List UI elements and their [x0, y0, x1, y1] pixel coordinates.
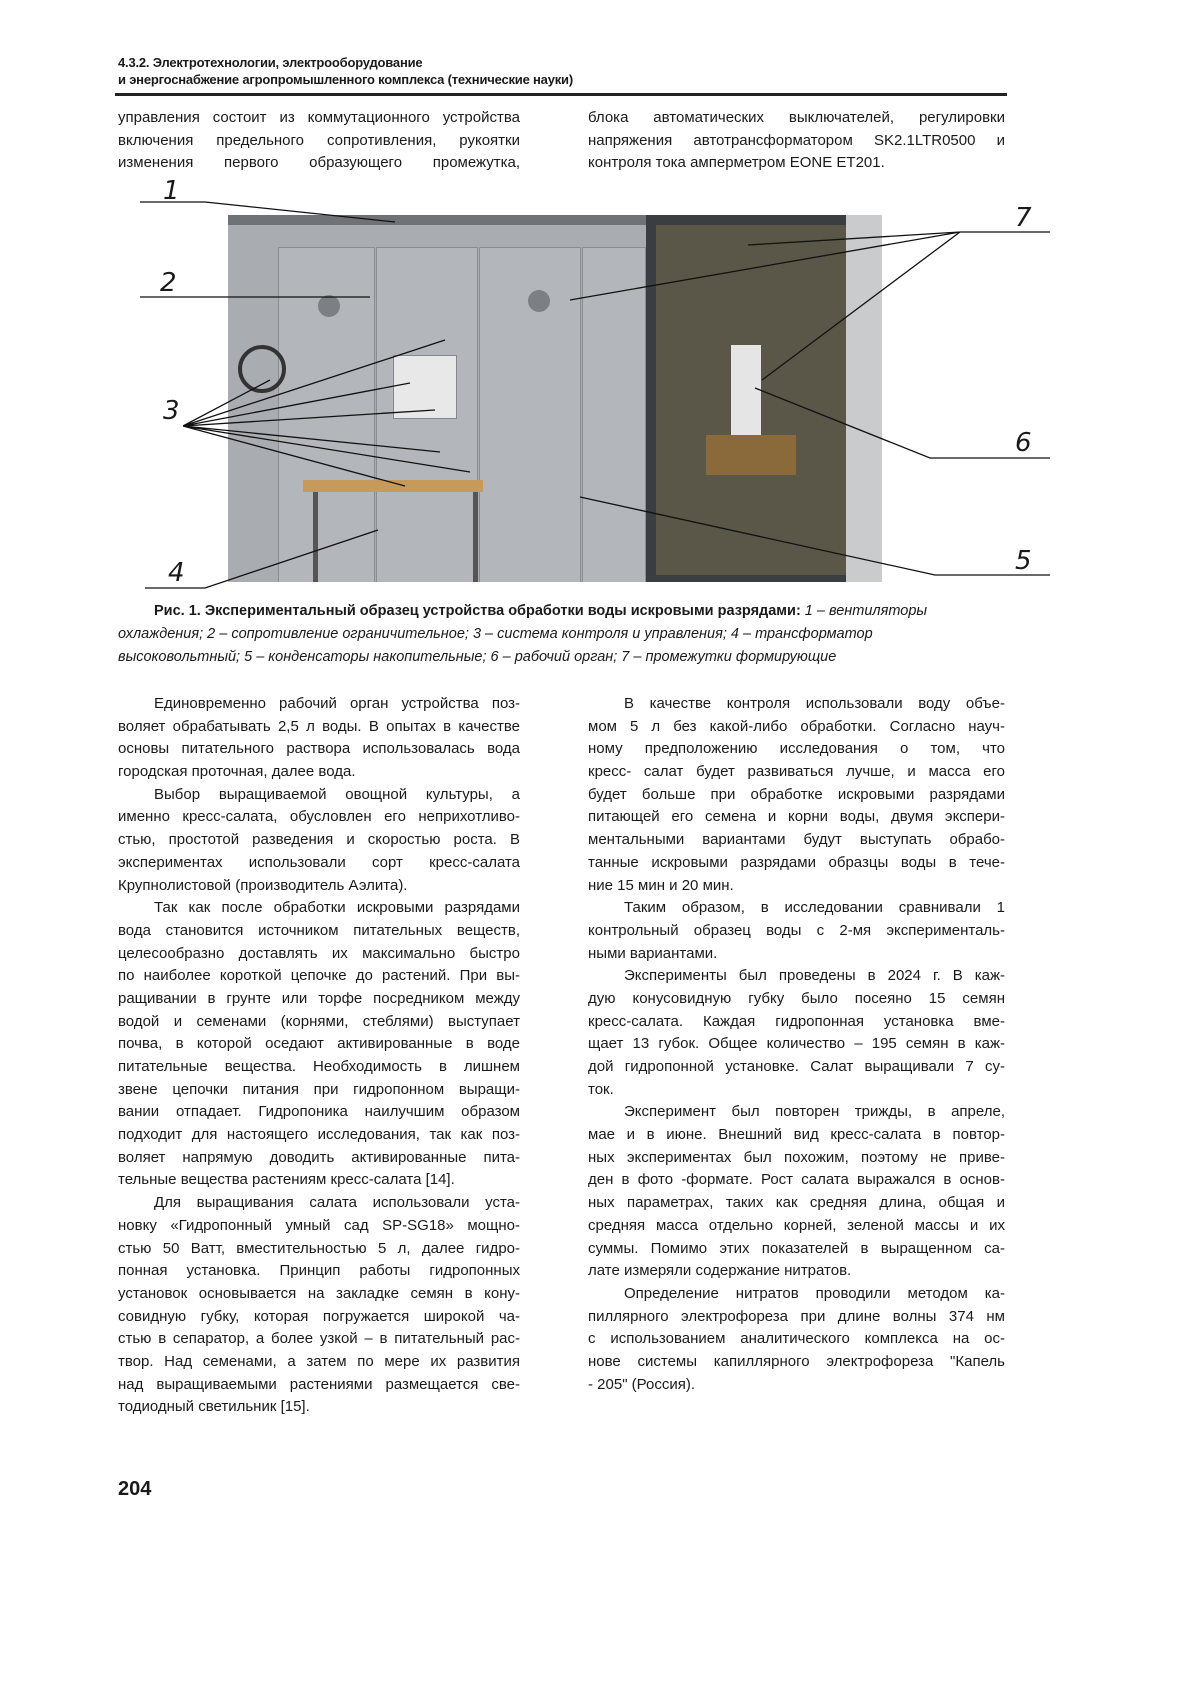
text-line: вода становится источником питательных веществ,: [118, 920, 520, 943]
text-line: Так как после обработки искровыми разрядами: [118, 897, 520, 920]
control-panel: [393, 355, 457, 419]
text-line: мае и в июне. Внешний вид кресс-салата в повтор-: [588, 1124, 1005, 1147]
figure-label-4: 4: [168, 558, 185, 588]
text-line: - 205" (Россия).: [588, 1374, 1005, 1397]
figure-label-1: 1: [163, 176, 180, 206]
text-line: средняя масса отдельно корней, зеленой массы и их: [588, 1215, 1005, 1238]
text-line: управления состоит из коммутационного устройства: [118, 107, 520, 130]
text-line: напряжения автотрансформатором SK2.1LTR0500 и: [588, 130, 1005, 153]
text-line: с использованием аналитического комплекса на ос-: [588, 1328, 1005, 1351]
text-line: Эксперименты был проведены в 2024 г. В каж-: [588, 965, 1005, 988]
text-line: ток.: [588, 1079, 1005, 1102]
figure-label-7: 7: [1015, 203, 1032, 233]
top-right-text: [588, 107, 1005, 175]
text-line: основы питательного раствора использовалась вода: [118, 738, 520, 761]
text-line: Единовременно рабочий орган устройства поз-: [118, 693, 520, 716]
caption-text: высоковольтный; 5 – конденсаторы накопительные; 6 – рабочий орган; 7 – промежутки формирующие: [118, 646, 1005, 669]
text-line: ние 15 мин и 20 мин.: [588, 875, 1005, 898]
text-line: Таким образом, в исследовании сравнивали 1: [588, 897, 1005, 920]
figure-label-2: 2: [160, 268, 177, 298]
caption-title: Рис. 1. Экспериментальный образец устройства обработки воды искровыми разрядами:: [154, 603, 801, 619]
text-line: Для выращивания салата использовали уста-: [118, 1192, 520, 1215]
header-rule: [115, 93, 1007, 96]
text-line: воляет обрабатывать 2,5 л воды. В опытах в качестве: [118, 716, 520, 739]
running-header: [118, 54, 573, 88]
text-line: ных параметрах, таких как средняя длина, общая и: [588, 1192, 1005, 1215]
text-line: суммы. Помимо этих показателей в выращенном са-: [588, 1238, 1005, 1261]
text-line: именно кресс-салата, обусловлен его неприхотливо-: [118, 806, 520, 829]
figure-photo: [228, 215, 882, 582]
text-line: танные искровыми разрядами образцы воды в тече-: [588, 852, 1005, 875]
figure-caption: [118, 600, 1005, 669]
text-line: подходит для настоящего исследования, так как поз-: [118, 1124, 520, 1147]
text-line: включения предельного сопротивления, рукоятки: [118, 130, 520, 153]
text-line: Эксперимент был повторен трижды, в апреле,: [588, 1101, 1005, 1124]
text-line: дую конусовидную губку было посеяно 15 семян: [588, 988, 1005, 1011]
text-line: водой и семенами (корнями, стеблями) выступает: [118, 1011, 520, 1034]
text-line: ных экспериментах был похожим, поэтому не приве-: [588, 1147, 1005, 1170]
text-line: вании отпадает. Гидропоника наилучшим образом: [118, 1101, 520, 1124]
text-line: звене цепочки питания при гидропонном выращи-: [118, 1079, 520, 1102]
text-line: щает 13 губок. Общее количество – 195 семян в каж-: [588, 1033, 1005, 1056]
page-number: 204: [118, 1478, 151, 1501]
text-line: пиллярного электрофореза при длине волны 374 нм: [588, 1306, 1005, 1329]
text-line: тодиодный светильник [15].: [118, 1396, 520, 1419]
fan-vent: [528, 290, 550, 312]
text-line: городская проточная, далее вода.: [118, 761, 520, 784]
running-header-line1: 4.3.2. Электротехнологии, электрооборудование: [118, 54, 573, 71]
text-line: Выбор выращиваемой овощной культуры, а: [118, 784, 520, 807]
text-line: дой гидропонной установке. Салат выращивали 7 су-: [588, 1056, 1005, 1079]
figure-label-6: 6: [1015, 428, 1032, 458]
text-line: твор. Над семенами, а затем по мере их развития: [118, 1351, 520, 1374]
text-line: воляет напрямую доводить активированные пита-: [118, 1147, 520, 1170]
handwheel: [238, 345, 286, 393]
text-line: экспериментах использовали сорт кресс-салата: [118, 852, 520, 875]
text-line: ному предположению исследования о том, что: [588, 738, 1005, 761]
text-line: мом 5 л без какой-либо обработки. Согласно науч-: [588, 716, 1005, 739]
left-column: [118, 693, 520, 1419]
top-left-text: [118, 107, 520, 175]
text-line: целесообразно доставлять их максимально быстро: [118, 943, 520, 966]
text-line: нове системы капиллярного электрофореза "Капель: [588, 1351, 1005, 1374]
text-line: по наиболее короткой цепочке до растений. При вы-: [118, 965, 520, 988]
text-line: кресс- салат будет развиваться лучше, и масса его: [588, 761, 1005, 784]
right-column: [588, 693, 1005, 1396]
text-line: лате измеряли содержание нитратов.: [588, 1260, 1005, 1283]
text-line: ными вариантами.: [588, 943, 1005, 966]
text-line: контроля тока амперметром EONE ET201.: [588, 152, 1005, 175]
text-line: блока автоматических выключателей, регулировки: [588, 107, 1005, 130]
text-line: понная установка. Принцип работы гидропонных: [118, 1260, 520, 1283]
text-line: тельные вещества растениям кресс-салата [14].: [118, 1169, 520, 1192]
text-line: будет больше при обработке искровыми разрядами: [588, 784, 1005, 807]
text-line: новку «Гидропонный умный сад SP-SG18» мощно-: [118, 1215, 520, 1238]
table: [303, 480, 483, 492]
text-line: совидную губку, которая погружается широкой ча-: [118, 1306, 520, 1329]
text-line: ден в фото -формате. Рост салата выражался в основ-: [588, 1169, 1005, 1192]
running-header-line2: и энергоснабжение агропромышленного комплекса (технические науки): [118, 71, 573, 88]
text-line: Крупнолистовой (производитель Аэлита).: [118, 875, 520, 898]
caption-text: 1 – вентиляторы: [801, 603, 927, 619]
text-line: почва, в которой оседают активированные в воде: [118, 1033, 520, 1056]
text-line: стью в сепаратор, а более узкой – в питательный рас-: [118, 1328, 520, 1351]
caption-text: охлаждения; 2 – сопротивление ограничительное; 3 – система контроля и управления; 4 – трансформатор: [118, 623, 1005, 646]
figure-label-5: 5: [1015, 546, 1032, 576]
text-line: питающей его семена и корни воды, двумя экспери-: [588, 806, 1005, 829]
text-line: кресс-салата. Каждая гидропонная установка вме-: [588, 1011, 1005, 1034]
text-line: питательные вещества. Необходимость в лишнем: [118, 1056, 520, 1079]
text-line: ментальными вариантами будут выступать обрабо-: [588, 829, 1005, 852]
text-line: стью 50 Ватт, вместительностью 5 л, далее гидро-: [118, 1238, 520, 1261]
text-line: ращивании в грунте или торфе посредником между: [118, 988, 520, 1011]
figure-label-3: 3: [163, 396, 180, 426]
text-line: изменения первого образующего промежутка,: [118, 152, 520, 175]
text-line: Определение нитратов проводили методом ка-: [588, 1283, 1005, 1306]
text-line: В качестве контроля использовали воду объе-: [588, 693, 1005, 716]
text-line: установок основывается на закладке семян в кону-: [118, 1283, 520, 1306]
text-line: контрольный образец воды с 2-мя эксперименталь-: [588, 920, 1005, 943]
text-line: стью, простотой разведения и скоростью роста. В: [118, 829, 520, 852]
text-line: над выращиваемыми растениями размещается све-: [118, 1374, 520, 1397]
fan-vent: [318, 295, 340, 317]
